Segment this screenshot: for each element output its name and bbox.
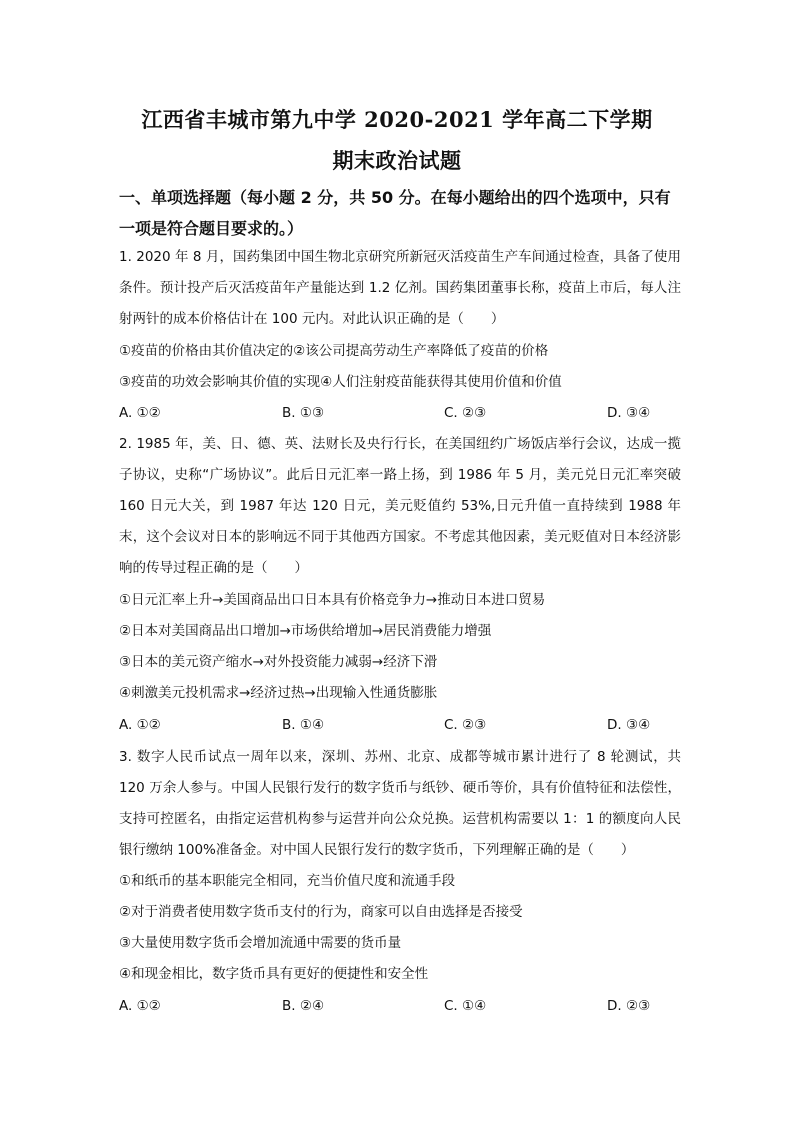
question-3-item-4: ④和现金相比，数字货币具有更好的便捷性和安全性 [119, 966, 429, 982]
question-1-option-b: B. ①③ [282, 405, 325, 421]
section-heading: 一、单项选择题（每小题 2 分，共 50 分。在每小题给出的四个选项中，只有一项是符合题目要求的。） [119, 188, 671, 238]
exam-title-line1: 江西省丰城市第九中学 2020-2021 学年高二下学期 [141, 107, 653, 132]
question-3-option-c: C. ①④ [444, 998, 487, 1014]
question-2-option-a: A. ①② [119, 717, 161, 733]
question-2-stem: 2. 1985 年，美、日、德、英、法财长及央行行长，在美国纽约广场饭店举行会议，达成一揽子协议，史称“广场协议”。此后日元汇率一路上扬，到 1986 年 5 月，美元兑日元汇率突破 160 日元大关，到 1987 年达 120 日元，美元贬值约 53%,日元升值一直持续到 1988 年末，这个会议对日本的影响远不同于其他西方国家。不考虑其他因素，美元贬值对日本经济影响的传导过程正确的是（ ） [119, 436, 681, 576]
question-3-option-b: B. ②④ [282, 998, 325, 1014]
question-3-item-1: ①和纸币的基本职能完全相同，充当价值尺度和流通手段 [119, 873, 456, 889]
question-2-item-3: ③日本的美元资产缩水→对外投资能力减弱→经济下滑 [119, 654, 438, 670]
question-1-option-a: A. ①② [119, 405, 161, 421]
question-3-item-2: ②对于消费者使用数字货币支付的行为，商家可以自由选择是否接受 [119, 904, 523, 920]
question-1-stem: 1. 2020 年 8 月，国药集团中国生物北京研究所新冠灭活疫苗生产车间通过检查，具备了使用条件。预计投产后灭活疫苗年产量能达到 1.2 亿剂。国药集团董事长称，疫苗上市后，每人注射两针的成本价格估计在 100 元内。对此认识正确的是（ ） [119, 249, 681, 327]
question-1-option-d: D. ③④ [607, 405, 651, 421]
question-1-item-1: ①疫苗的价格由其价值决定的②该公司提高劳动生产率降低了疫苗的价格 [119, 343, 549, 359]
question-1-item-2: ③疫苗的功效会影响其价值的实现④人们注射疫苗能获得其使用价值和价值 [119, 374, 562, 390]
question-3-stem: 3. 数字人民币试点一周年以来，深圳、苏州、北京、成都等城市累计进行了 8 轮测试，共 120 万余人参与。中国人民银行发行的数字货币与纸钞、硬币等价，具有价值特征和法偿性，支持可控匿名，由指定运营机构参与运营并向公众兑换。运营机构需要以 1：1 的额度向人民银行缴纳 100%准备金。对中国人民银行发行的数字货币，下列理解正确的是（ ） [119, 749, 681, 858]
question-2-item-2: ②日本对美国商品出口增加→市场供给增加→居民消费能力增强 [119, 623, 492, 639]
question-3-option-d: D. ②③ [607, 998, 651, 1014]
question-1-option-c: C. ②③ [444, 405, 487, 421]
question-2-item-1: ①日元汇率上升→美国商品出口日本具有价格竞争力→推动日本进口贸易 [119, 592, 546, 608]
exam-title-line2: 期末政治试题 [332, 148, 462, 173]
question-3-item-3: ③大量使用数字货币会增加流通中需要的货币量 [119, 935, 402, 951]
question-2-option-b: B. ①④ [282, 717, 325, 733]
question-2-item-4: ④刺激美元投机需求→经济过热→出现输入性通货膨胀 [119, 685, 438, 701]
question-2-option-c: C. ②③ [444, 717, 487, 733]
question-3-option-a: A. ①② [119, 998, 161, 1014]
question-2-option-d: D. ③④ [607, 717, 651, 733]
